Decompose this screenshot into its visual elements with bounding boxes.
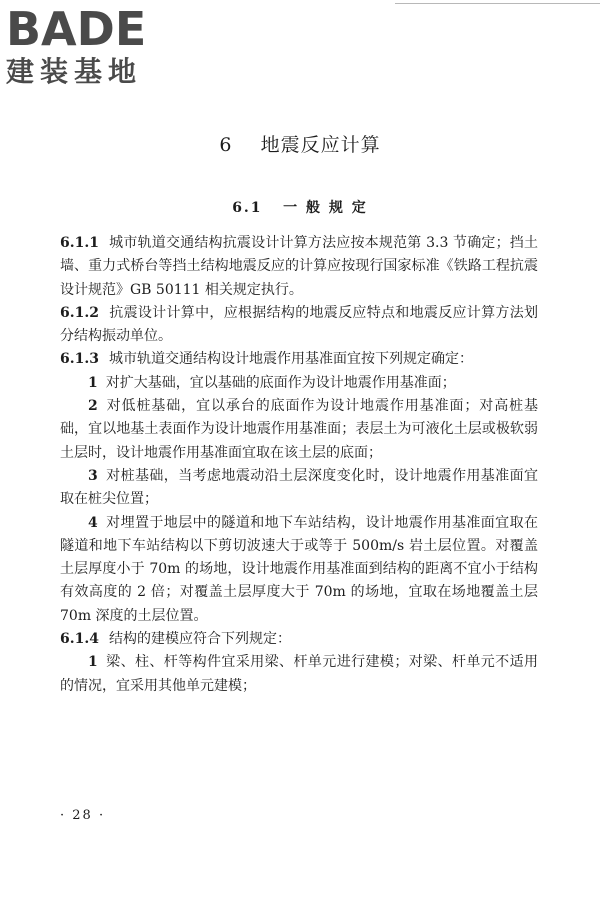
item-number: 3 bbox=[88, 467, 98, 484]
item-number: 1 bbox=[88, 374, 98, 391]
item-text: 对低桩基础，宜以承台的底面作为设计地震作用基准面；对高桩基础，宜以地基土表面作为设计地震作用基准面；表层土为可液化土层或极软弱土层时，设计地震作用基准面宜取在该土层的底面； bbox=[60, 398, 538, 461]
section-title bbox=[0, 197, 600, 217]
item-number: 4 bbox=[88, 514, 98, 531]
clause-number: 6.1.4 bbox=[60, 631, 99, 648]
clause-6-1-4 bbox=[60, 628, 538, 651]
top-edge-line bbox=[395, 3, 600, 4]
logo-name-text: 建装基地 bbox=[6, 55, 143, 88]
clause-6-1-3-item-2 bbox=[60, 395, 538, 465]
clause-text: 城市轨道交通结构设计地震作用基准面宜按下列规定确定： bbox=[108, 351, 473, 368]
clause-6-1-4-item-1 bbox=[60, 651, 538, 698]
page-number: · 28 · bbox=[60, 808, 106, 823]
clause-number: 6.1.2 bbox=[60, 304, 99, 321]
clause-6-1-1 bbox=[60, 232, 538, 302]
section-number: 6.1 bbox=[232, 200, 263, 216]
item-number: 1 bbox=[88, 654, 98, 671]
chapter-number: 6 bbox=[219, 134, 233, 156]
clause-6-1-3-item-4 bbox=[60, 512, 538, 628]
clause-6-1-2 bbox=[60, 302, 538, 349]
item-text: 对埋置于地层中的隧道和地下车站结构，设计地震作用基准面宜取在隧道和地下车站结构以下剪切波速大于或等于 500m/s 岩土层位置。对覆盖土层厚度小于 70m 的场地，设计地震作用基准面到结构的距离不宜小于结构有效高度的 2 倍；对覆盖土层厚度大于 70m 的场地，宜取在场地覆盖土层 70m 深度的土层位置。 bbox=[60, 514, 538, 624]
bade-logo bbox=[6, 4, 176, 92]
clause-6-1-3 bbox=[60, 348, 538, 371]
clause-text: 城市轨道交通结构抗震设计计算方法应按本规范第 3.3 节确定；挡土墙、重力式桥台等挡土结构地震反应的计算应按现行国家标准《铁路工程抗震设计规范》GB 50111 相关规定执行。 bbox=[60, 235, 538, 298]
section-title-text: 一 般 规 定 bbox=[283, 200, 368, 216]
document-body bbox=[60, 232, 538, 698]
chapter-title-text: 地震反应计算 bbox=[260, 134, 381, 156]
clause-text: 抗震设计计算中，应根据结构的地震反应特点和地震反应计算方法划分结构振动单位。 bbox=[60, 304, 538, 345]
logo-brand-text: BADE bbox=[6, 2, 147, 56]
item-text: 对桩基础，当考虑地震动沿土层深度变化时，设计地震作用基准面宜取在桩尖位置； bbox=[60, 467, 538, 508]
clause-6-1-3-item-3 bbox=[60, 465, 538, 512]
clause-text: 结构的建模应符合下列规定： bbox=[108, 631, 291, 648]
item-text: 对扩大基础，宜以基础的底面作为设计地震作用基准面； bbox=[105, 374, 456, 391]
chapter-title bbox=[0, 130, 600, 157]
item-number: 2 bbox=[88, 398, 98, 415]
clause-number: 6.1.1 bbox=[60, 235, 99, 251]
item-text: 梁、柱、杆等构件宜采用梁、杆单元进行建模；对梁、杆单元不适用的情况，宜采用其他单元建模； bbox=[60, 654, 538, 694]
clause-number: 6.1.3 bbox=[60, 351, 99, 368]
clause-6-1-3-item-1 bbox=[60, 372, 538, 395]
